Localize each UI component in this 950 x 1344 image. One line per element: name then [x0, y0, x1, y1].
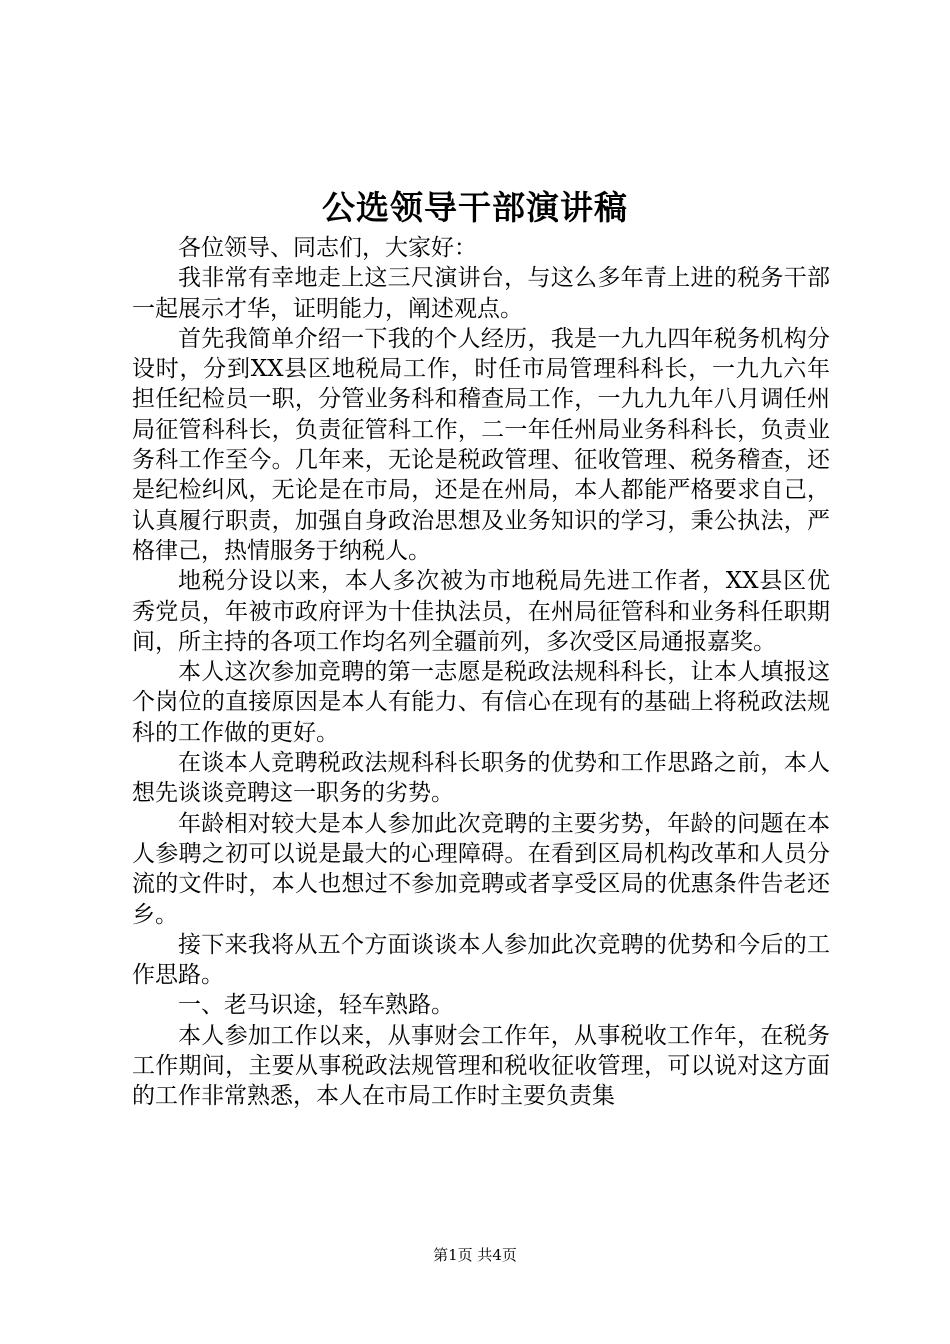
paragraph-greeting: 各位领导、同志们，大家好： [178, 235, 477, 261]
paragraph-five-aspects: 接下来我将从五个方面谈谈本人参加此次竞聘的优势和今后的工作思路。 [132, 931, 830, 989]
paragraph-opening: 我非常有幸地走上这三尺演讲台，与这么多年青上进的税务干部一起展示才华，证明能力，阐述观点。 [132, 265, 830, 322]
section-heading-one: 一、老马识途，轻车熟路。 [178, 992, 454, 1019]
paragraph-work-history: 本人参加工作以来，从事财会工作年，从事税收工作年，在税务工作期间，主要从事税政法规管理和税收征收管理，可以说对这方面的工作非常熟悉，本人在市局工作时主要负责集 [132, 1022, 830, 1110]
document-body [132, 233, 830, 1112]
paragraph-first-choice: 本人这次参加竞聘的第一志愿是税政法规科科长，让本人填报这个岗位的直接原因是本人有能力、有信心在现有的基础上将税政法规科的工作做的更好。 [132, 659, 830, 746]
page-number-footer: 第1页 共4页 [433, 1246, 517, 1264]
paragraph-honors: 地税分设以来，本人多次被为市地税局先进工作者，XX县区优秀党员，年被市政府评为十佳执法员，在州局征管科和业务科任职期间，所主持的各项工作均名列全疆前列，多次受区局通报嘉奖。 [132, 568, 830, 655]
paragraph-before-strengths: 在谈本人竞聘税政法规科科长职务的优势和工作思路之前，本人想先谈谈竞聘这一职务的劣势。 [132, 750, 830, 807]
paragraph-experience: 首先我简单介绍一下我的个人经历，我是一九九四年税务机构分设时，分到XX县区地税局工作，时任市局管理科科长，一九九六年担任纪检员一职，分管业务科和稽查局工作，一九九九年八月调任州局征管科科长，负责征管科工作，二一年任州局业务科科长，负责业务科工作至今。几年来，无论是税政管理、征收管理、税务稽查，还是纪检纠风，无论是在市局，还是在州局，本人都能严格要求自己，认真履行职责，加强自身政治思想及业务知识的学习，秉公执法，严格律己，热情服务于纳税人。 [132, 325, 830, 564]
paragraph-weakness: 年龄相对较大是本人参加此次竞聘的主要劣势，年龄的问题在本人参聘之初可以说是最大的心理障碍。在看到区局机构改革和人员分流的文件时，本人也想过不参加竞聘或者享受区局的优惠条件告老还乡。 [132, 810, 830, 928]
document-title: 公选领导干部演讲稿 [322, 188, 628, 227]
